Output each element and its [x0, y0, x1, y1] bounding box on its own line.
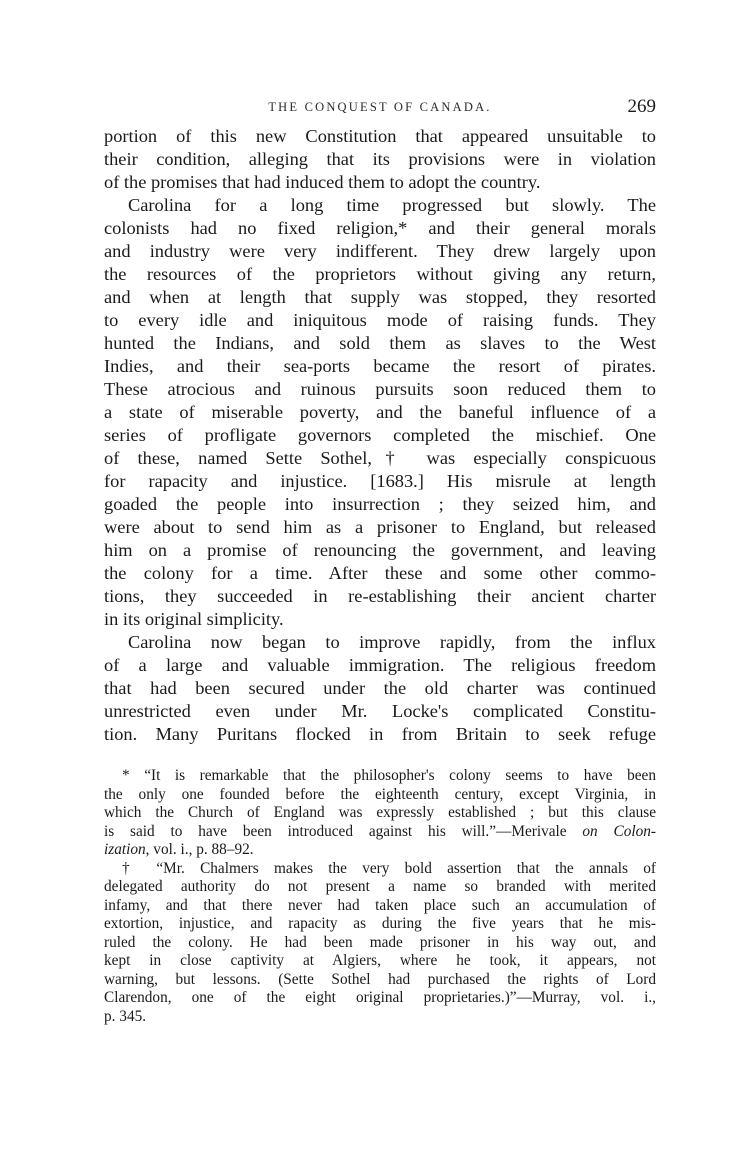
footnote-line: ization, vol. i., p. 88–92.	[104, 841, 254, 858]
body-line: were about to send him as a prisoner to England, but released	[104, 517, 656, 537]
body-line: him on a promise of renouncing the government, and leaving	[104, 540, 656, 560]
body-line: goaded the people into insurrection ; they seized him, and	[104, 494, 656, 514]
body-line: colonists had no fixed religion,* and their general morals	[104, 218, 656, 238]
footnote-line: warning, but lessons. (Sette Sothel had purchased the rights of Lord	[104, 970, 656, 988]
body-line: unrestricted even under Mr. Locke's complicated Constitu-	[104, 701, 656, 721]
body-line: and when at length that supply was stopped, they resorted	[104, 287, 656, 307]
italic-text: ization	[104, 841, 146, 858]
body-line: Carolina for a long time progressed but slowly. The	[128, 195, 656, 215]
body-line: in its original simplicity.	[104, 609, 284, 629]
body-line: to every idle and iniquitous mode of raising funds. They	[104, 310, 656, 330]
body-line: a state of miserable poverty, and the baneful influence of a	[104, 402, 656, 422]
body-line: series of profligate governors completed the mischief. One	[104, 425, 656, 445]
body-line: of these, named Sette Sothel,† was especially conspicuous	[104, 448, 656, 468]
body-line: of a large and valuable immigration. The religious freedom	[104, 655, 656, 675]
body-line: the colony for a time. After these and some other commo-	[104, 563, 656, 583]
footnote-line: † “Mr. Chalmers makes the very bold assertion that the annals of	[122, 859, 656, 877]
footnote-line: is said to have been introduced against his will.”—Merivale on Colon-	[104, 822, 656, 840]
body-line: Indies, and their sea-ports became the resort of pirates.	[104, 356, 656, 376]
footnote-line: kept in close captivity at Algiers, where he took, it appears, not	[104, 952, 656, 969]
body-line: These atrocious and ruinous pursuits soon reduced them to	[104, 379, 656, 399]
footnote-line: delegated authority do not present a name so branded with merited	[104, 878, 656, 895]
footnote-line: * “It is remarkable that the philosopher's colony seems to have been	[122, 767, 656, 784]
body-line: and industry were very indifferent. They drew largely upon	[104, 241, 656, 261]
body-line: their condition, alleging that its provisions were in violation	[104, 149, 656, 169]
italic-text: on Colon-	[582, 822, 656, 840]
body-line: that had been secured under the old charter was continued	[104, 678, 656, 698]
footnote-line: extortion, injustice, and rapacity as during the five years that he mis-	[104, 915, 656, 932]
footnote-line: the only one founded before the eighteenth century, except Virginia, in	[104, 785, 656, 803]
page-number: 269	[627, 96, 656, 117]
running-title: THE CONQUEST OF CANADA.	[268, 100, 492, 114]
footnotes	[104, 767, 656, 1026]
body-line: hunted the Indians, and sold them as slaves to the West	[104, 333, 656, 353]
footnote-line: Clarendon, one of the eight original proprietaries.)”—Murray, vol. i.,	[104, 989, 656, 1006]
footnote-line: ruled the colony. He had been made prisoner in his way out, and	[104, 933, 656, 951]
running-head	[104, 96, 656, 120]
body-line: for rapacity and injustice. [1683.] His misrule at length	[104, 471, 656, 491]
footnote-line: which the Church of England was expressly established ; but this clause	[104, 804, 656, 821]
footnote-line: infamy, and that there never had taken place such an accumulation of	[104, 896, 656, 914]
footnote-line: p. 345.	[104, 1007, 147, 1025]
body-text	[104, 125, 656, 746]
body-line: the resources of the proprietors without giving any return,	[104, 264, 656, 284]
body-line: tion. Many Puritans flocked in from Britain to seek refuge	[104, 724, 656, 744]
body-line: tions, they succeeded in re-establishing their ancient charter	[104, 586, 656, 606]
body-line: portion of this new Constitution that appeared unsuitable to	[104, 126, 656, 146]
body-line: of the promises that had induced them to adopt the country.	[104, 172, 541, 192]
body-line: Carolina now began to improve rapidly, from the influx	[128, 632, 656, 652]
